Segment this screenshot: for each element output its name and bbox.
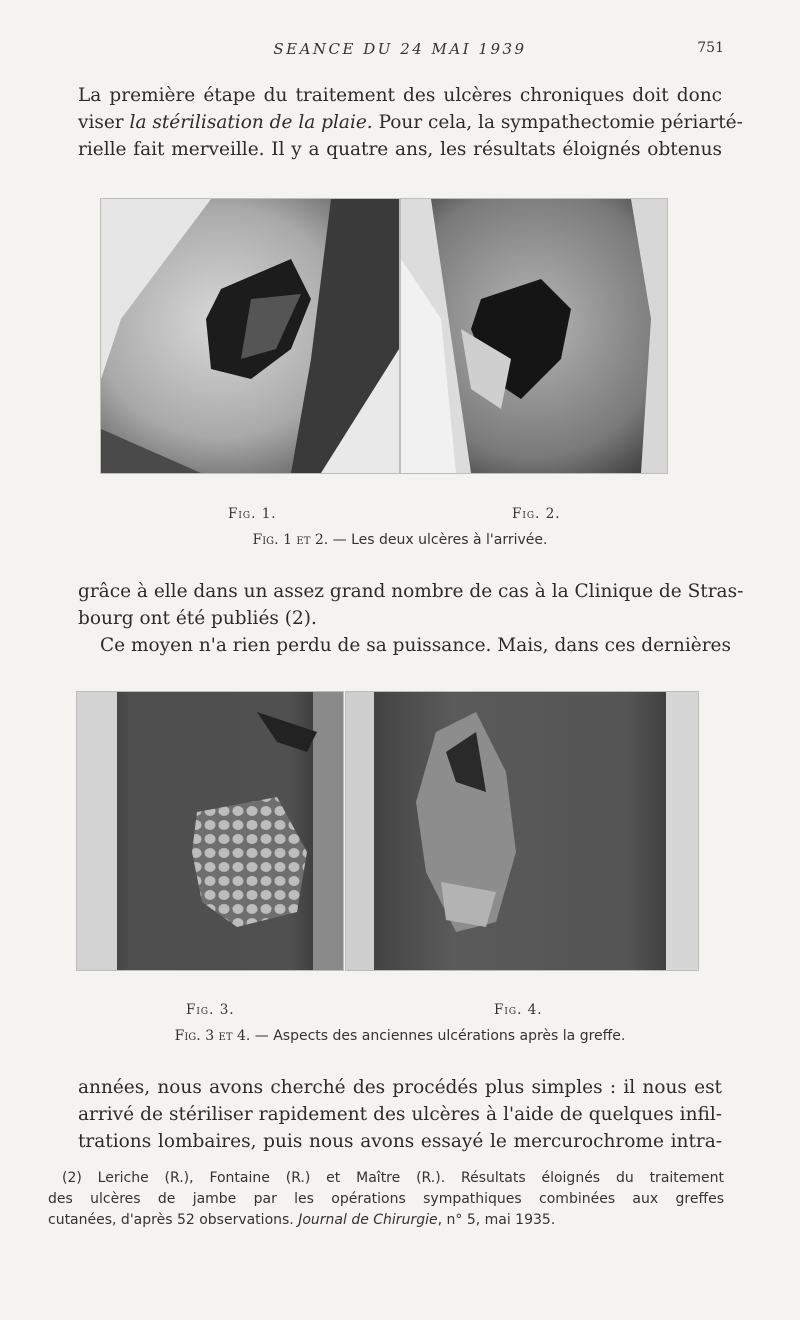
footnote [48,1168,724,1231]
running-header [0,40,800,64]
text-line: grâce à elle dans un assez grand nombre de cas à la Clinique de Stras- [78,581,744,602]
text-line: arrivé de stériliser rapidement des ulcères à l'aide de quelques infil- [78,1104,722,1125]
figure-2-photo [400,198,668,474]
footnote-line: cutanées, d'après 52 observations. Journal de Chirurgie, n° 5, mai 1935. [48,1212,556,1228]
figure-1-photo [100,198,400,474]
page-number: 751 [697,40,724,56]
figure-caption-bottom: Fig. 3 et 4. — Aspects des anciennes ulcérations après la greffe. [174,1028,626,1044]
text-line: viser la stérilisation de la plaie. Pour cela, la sympathectomie périarté- [78,112,743,133]
figure-1-label: Fig. 1. [228,506,277,522]
text-line: bourg ont été publiés (2). [78,608,317,629]
journal-title: Journal de Chirurgie [298,1212,438,1228]
text-line: trations lombaires, puis nous avons essayé le mercurochrome intra- [78,1131,722,1152]
figure-3-photo [76,691,344,971]
figure-caption-top: Fig. 1 et 2. — Les deux ulcères à l'arrivée. [252,532,548,548]
footnote-line: (2) Leriche (R.), Fontaine (R.) et Maître (R.). Résultats éloignés du traitement [62,1170,724,1186]
running-title: SEANCE DU 24 MAI 1939 [273,40,527,58]
paragraph-results [78,578,744,659]
text-line: rielle fait merveille. Il y a quatre ans, les résultats éloignés obtenus [78,139,722,160]
text-line: années, nous avons cherché des procédés plus simples : il nous est [78,1077,722,1098]
figure-4-photo [345,691,699,971]
paragraph-methods [78,1074,722,1155]
footnote-line: des ulcères de jambe par les opérations sympathiques combinées aux greffes [48,1191,724,1207]
figure-4-label: Fig. 4. [494,1002,543,1018]
paragraph-intro [78,82,743,163]
text-line: La première étape du traitement des ulcères chroniques doit donc [78,85,722,106]
italic-phrase: la stérilisation de la plaie. [129,112,373,133]
text-line: Ce moyen n'a rien perdu de sa puissance. Mais, dans ces dernières [100,635,731,656]
figure-3-label: Fig. 3. [186,1002,235,1018]
figure-2-label: Fig. 2. [512,506,561,522]
